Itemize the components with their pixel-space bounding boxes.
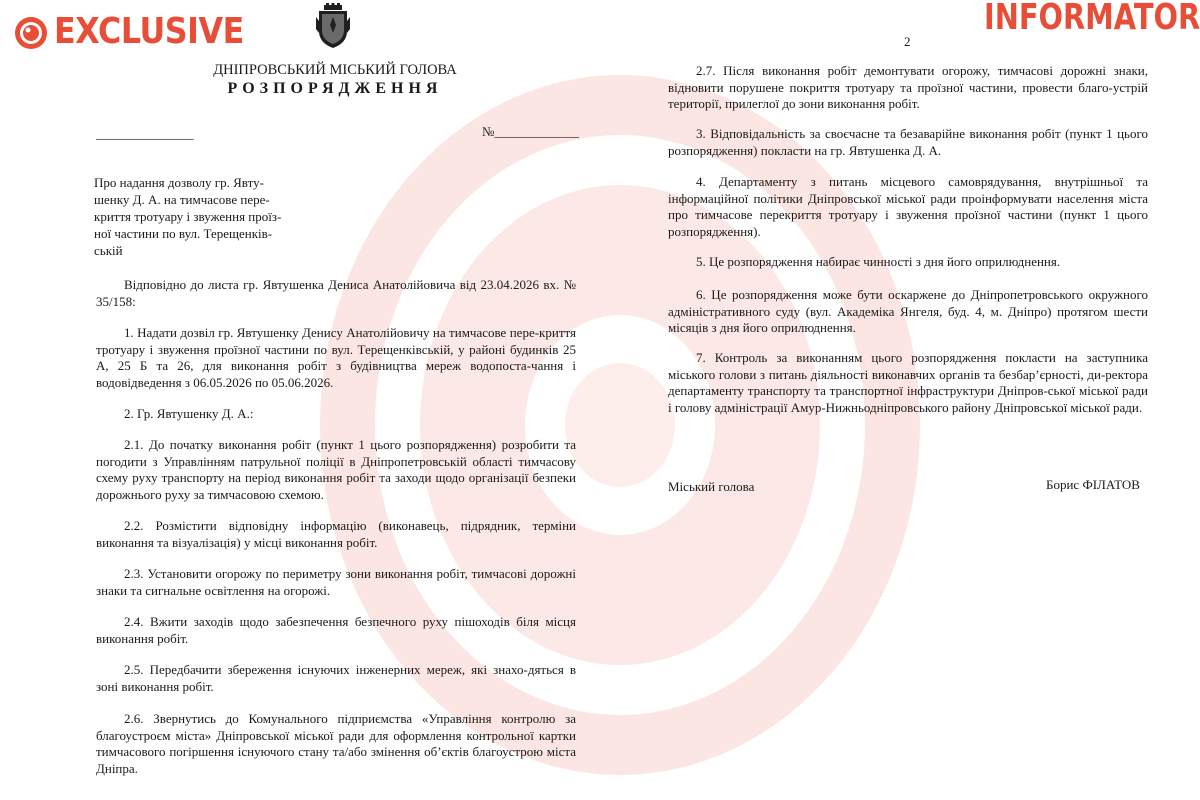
paragraph-2: 2. Гр. Явтушенку Д. А.:: [124, 406, 254, 421]
subject-line: криття тротуару і звуження проїз-: [94, 209, 282, 224]
signature-position: Міський голова: [668, 479, 755, 494]
signature-name: Борис ФІЛАТОВ: [1046, 477, 1140, 492]
date-blank: _______________: [96, 126, 194, 141]
paragraph-2-1: 2.1. До початку виконання робіт (пункт 1 цього розпорядження) розробити та погодити з Управлінням патрульної поліції в Дніпропетровській області тимчасову схему руху транспорту на період виконання робіт та заходи щодо організації безпеки дорожнього руху за тимчасовою схемою.: [96, 437, 576, 502]
subject-line: шенку Д. А. на тимчасове пере-: [94, 192, 270, 207]
paragraph-2-4: 2.4. Вжити заходів щодо забезпечення безпечного руху пішоходів біля місця виконання робіт.: [96, 614, 576, 646]
paragraph-5: 5. Це розпорядження набирає чинності з дня його оприлюднення.: [696, 254, 1061, 269]
paragraph-2-7: 2.7. Після виконання робіт демонтувати огорожу, тимчасові дорожні знаки, відновити порушене покриття тротуару та проїзної частини, провести благо-устрій території, прилеглої до зони виконання робіт.: [668, 63, 1148, 112]
paragraph-1: 1. Надати дозвіл гр. Явтушенку Денису Анатолійовичу на тимчасове пере-криття тротуару і звуження проїзної частини по вул. Терещенківській, у районі будинків 25 А, 25 Б та 26, для виконання робіт з будівництва мереж водопоста-чання і водовідведення з 06.05.2026 по 05.06.2026.: [96, 325, 576, 390]
paragraph-4: 4. Департаменту з питань місцевого самоврядування, внутрішньої та інформаційної політики Дніпровської міської ради проінформувати населення міста про тимчасове перекриття тротуару і звуження проїзної частини (пункт 1 цього розпорядження).: [668, 174, 1148, 239]
subject-line: ної частини по вул. Терещенків-: [94, 226, 273, 241]
paragraph-2-6: 2.6. Звернутись до Комунального підприємства «Управління контролю за благоустроєм міста» Дніпровської міської ради для оформлення контрольної картки тимчасового погіршення існуючого стану та/або змінення об’єктів благоустрою міста Дніпра.: [96, 711, 576, 776]
dnipro-coat-of-arms-icon: [316, 3, 350, 49]
paragraph-6: 6. Це розпорядження може бути оскаржене до Дніпропетровського окружного адміністративного суду (вул. Академіка Янгеля, буд. 4, м. Дніпро) протягом шести місяців з дня його оприлюднення.: [668, 287, 1148, 336]
document-type: РОЗПОРЯДЖЕННЯ: [227, 80, 443, 97]
exclusive-logo-text: EXCLUSIVE: [54, 11, 244, 52]
paragraph-2-5: 2.5. Передбачити збереження існуючих інженерних мереж, які знахо-дяться в зоні виконання робіт.: [96, 662, 576, 694]
informator-logo: INFORMATOR: [984, 0, 1200, 38]
intro-paragraph: Відповідно до листа гр. Явтушенка Дениса Анатолійовича від 23.04.2026 вх. № 35/158:: [96, 277, 576, 309]
header-title: ДНІПРОВСЬКИЙ МІСЬКИЙ ГОЛОВА: [213, 62, 457, 78]
eye-logo-icon: [14, 16, 48, 50]
subject-line: Про надання дозволу гр. Явту-: [94, 175, 264, 190]
paragraph-3: 3. Відповідальність за своєчасне та безаварійне виконання робіт (пункт 1 цього розпорядження) покласти на гр. Явтушенка Д. А.: [668, 126, 1148, 158]
subject-block: [94, 174, 302, 259]
paragraph-2-2: 2.2. Розмістити відповідну інформацію (виконавець, підрядник, терміни виконання та візуалізація) у місці виконання робіт.: [96, 518, 576, 550]
subject-line: ській: [94, 243, 123, 258]
page-number: 2: [904, 34, 911, 49]
paragraph-7: 7. Контроль за виконанням цього розпорядження покласти на заступника міського голови з питань діяльності виконавчих органів та безбар’єрності, ди-ректора департаменту транспорту та транспортної інфраструктури Дніпров-ської міської ради і голову адміністрації Амур-Нижньодніпровського району Дніпровської міської ради.: [668, 350, 1148, 415]
document-number: №_____________: [482, 124, 579, 139]
paragraph-2-3: 2.3. Установити огорожу по периметру зони виконання робіт, тимчасові дорожні знаки та сигнальне освітлення на огорожі.: [96, 566, 576, 598]
